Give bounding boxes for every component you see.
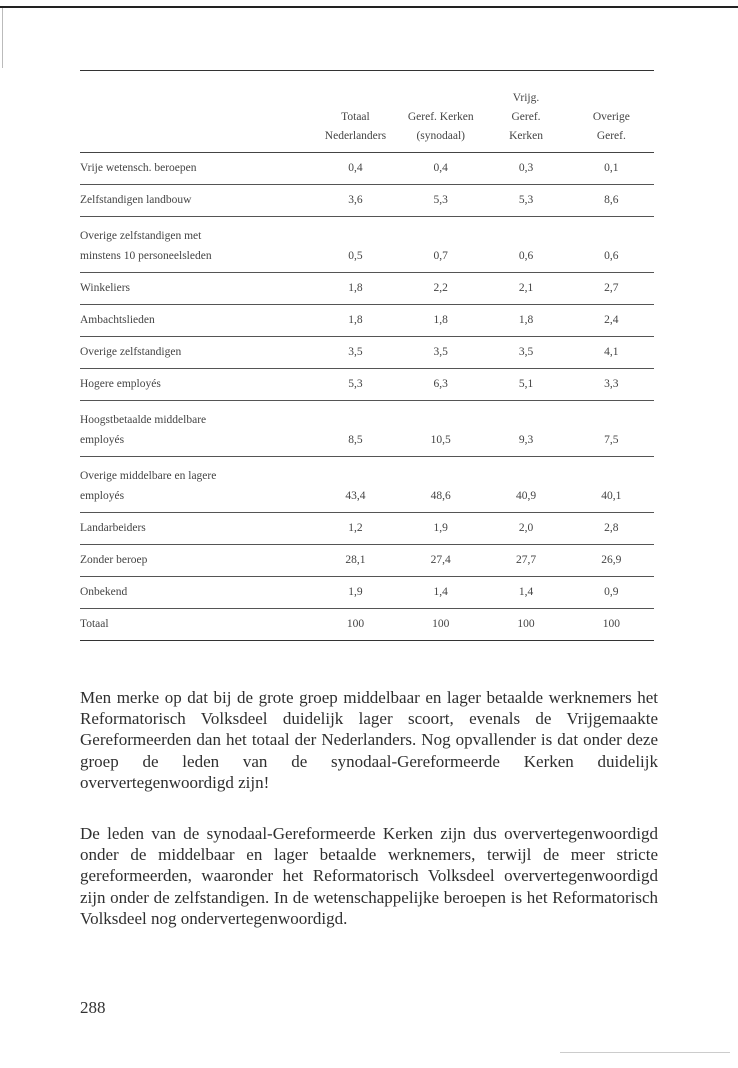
- cell-vrijg: 1,8: [483, 305, 568, 337]
- cell-geref: 27,4: [398, 545, 483, 577]
- table-row: [80, 273, 654, 305]
- cell-vrijg: 2,1: [483, 273, 568, 305]
- cell-vrijg: 27,7: [483, 545, 568, 577]
- cell-overige: 2,8: [569, 513, 654, 545]
- body-paragraph-1: Men merke op dat bij de grote groep middelbaar en lager betaalde werknemers het Reformatorisch Volksdeel duidelijk lager scoort, evenals de Vrijgemaakte Gereformeerden dan het totaal der Nederlanders. Nog opvallender is dat onder deze groep de leden van de synodaal-Gereformeerde Kerken duidelijk oververtegenwoordigd zijn!: [80, 688, 658, 792]
- cell-overige: 8,6: [569, 185, 654, 217]
- cell-vrijg: 2,0: [483, 513, 568, 545]
- header-line: Vrijg.: [512, 92, 540, 104]
- table-row: [80, 609, 654, 641]
- cell-vrijg: 9,3: [483, 401, 568, 457]
- table-row: [80, 153, 654, 185]
- header-line: Geref.: [596, 130, 626, 142]
- table-row: [80, 337, 654, 369]
- table-row: [80, 401, 654, 457]
- cell-vrijg: 5,1: [483, 369, 568, 401]
- cell-geref: 5,3: [398, 185, 483, 217]
- header-line: Geref.: [511, 111, 541, 123]
- row-label-line: Overige zelfstandigen: [80, 346, 182, 358]
- header-label-column: [80, 71, 313, 153]
- header-line: Overige: [592, 111, 630, 123]
- table-row: [80, 185, 654, 217]
- cell-totaal: 1,8: [313, 305, 398, 337]
- cell-geref: 48,6: [398, 457, 483, 513]
- row-label-line: Vrije wetensch. beroepen: [80, 162, 197, 174]
- cell-vrijg: 0,6: [483, 217, 568, 273]
- top-border-rule: [0, 6, 738, 8]
- cell-geref: 6,3: [398, 369, 483, 401]
- cell-geref: 2,2: [398, 273, 483, 305]
- row-label: [80, 153, 313, 185]
- row-label-line: Totaal: [80, 618, 109, 630]
- row-label: [80, 545, 313, 577]
- cell-overige: 0,6: [569, 217, 654, 273]
- table-row: [80, 457, 654, 513]
- row-label: [80, 305, 313, 337]
- cell-geref: 0,7: [398, 217, 483, 273]
- cell-totaal: 1,8: [313, 273, 398, 305]
- cell-vrijg: 0,3: [483, 153, 568, 185]
- page-number: 288: [80, 998, 106, 1017]
- row-label-line: Overige middelbare en lagere: [80, 470, 217, 482]
- row-label-line: employés: [80, 434, 125, 446]
- row-label: [80, 609, 313, 641]
- header-line: Totaal: [341, 111, 370, 123]
- cell-geref: 3,5: [398, 337, 483, 369]
- row-label: [80, 577, 313, 609]
- cell-geref: 1,8: [398, 305, 483, 337]
- cell-vrijg: 3,5: [483, 337, 568, 369]
- cell-overige: 0,9: [569, 577, 654, 609]
- cell-totaal: 100: [313, 609, 398, 641]
- table-row: [80, 217, 654, 273]
- header-vrijg-geref-kerken: [483, 71, 568, 153]
- cell-overige: 26,9: [569, 545, 654, 577]
- row-label-line: Hoogstbetaalde middelbare: [80, 414, 207, 426]
- row-label: [80, 513, 313, 545]
- cell-overige: 2,7: [569, 273, 654, 305]
- row-label-line: employés: [80, 490, 125, 502]
- cell-totaal: 28,1: [313, 545, 398, 577]
- row-label: [80, 457, 313, 513]
- cell-geref: 100: [398, 609, 483, 641]
- cell-geref: 1,9: [398, 513, 483, 545]
- row-label-line: Hogere employés: [80, 378, 161, 390]
- row-label: [80, 217, 313, 273]
- header-line: Nederlanders: [324, 130, 387, 142]
- header-totaal-nederlanders: [313, 71, 398, 153]
- header-line: Kerken: [509, 130, 543, 142]
- cell-overige: 100: [569, 609, 654, 641]
- cell-overige: 7,5: [569, 401, 654, 457]
- row-label-line: minstens 10 personeelsleden: [80, 250, 212, 262]
- header-line: Geref. Kerken: [407, 111, 474, 123]
- row-label: [80, 337, 313, 369]
- row-label-line: Overige zelfstandigen met: [80, 230, 202, 242]
- cell-totaal: 3,6: [313, 185, 398, 217]
- cell-totaal: 1,2: [313, 513, 398, 545]
- table-row: [80, 305, 654, 337]
- body-paragraph-2: De leden van de synodaal-Gereformeerde Kerken zijn dus oververtegenwoordigd onder de middelbaar en lager betaalde werknemers, terwijl de meer stricte gereformeerden, waaronder het Reformatorisch Volksdeel oververtegenwoordigd zijn onder de zelfstandigen. In de wetenschappelijke beroepen is het Reformatorisch Volksdeel nog ondervertegenwoordigd.: [80, 824, 658, 928]
- occupation-distribution-table: [80, 70, 654, 641]
- cell-overige: 40,1: [569, 457, 654, 513]
- cell-overige: 2,4: [569, 305, 654, 337]
- cell-vrijg: 5,3: [483, 185, 568, 217]
- row-label-line: Zonder beroep: [80, 554, 148, 566]
- row-label-line: Zelfstandigen landbouw: [80, 194, 192, 206]
- cell-totaal: 3,5: [313, 337, 398, 369]
- cell-geref: 1,4: [398, 577, 483, 609]
- cell-geref: 0,4: [398, 153, 483, 185]
- row-label-line: Winkeliers: [80, 282, 130, 294]
- header-line: (synodaal): [416, 130, 466, 142]
- table-row: [80, 369, 654, 401]
- table-header-row: [80, 71, 654, 153]
- row-label: [80, 185, 313, 217]
- cell-vrijg: 100: [483, 609, 568, 641]
- cell-totaal: 0,4: [313, 153, 398, 185]
- cell-totaal: 43,4: [313, 457, 398, 513]
- row-label: [80, 369, 313, 401]
- table-row: [80, 577, 654, 609]
- left-border-mark: [2, 8, 3, 68]
- cell-overige: 4,1: [569, 337, 654, 369]
- cell-vrijg: 1,4: [483, 577, 568, 609]
- bottom-edge-mark: [560, 1052, 730, 1053]
- cell-totaal: 0,5: [313, 217, 398, 273]
- row-label: [80, 401, 313, 457]
- cell-geref: 10,5: [398, 401, 483, 457]
- cell-totaal: 1,9: [313, 577, 398, 609]
- header-overige-geref: [569, 71, 654, 153]
- cell-vrijg: 40,9: [483, 457, 568, 513]
- cell-overige: 3,3: [569, 369, 654, 401]
- cell-overige: 0,1: [569, 153, 654, 185]
- row-label-line: Onbekend: [80, 586, 128, 598]
- table-row: [80, 545, 654, 577]
- row-label-line: Landarbeiders: [80, 522, 146, 534]
- row-label-line: Ambachtslieden: [80, 314, 155, 326]
- table-row: [80, 513, 654, 545]
- cell-totaal: 8,5: [313, 401, 398, 457]
- row-label: [80, 273, 313, 305]
- cell-totaal: 5,3: [313, 369, 398, 401]
- header-geref-kerken: [398, 71, 483, 153]
